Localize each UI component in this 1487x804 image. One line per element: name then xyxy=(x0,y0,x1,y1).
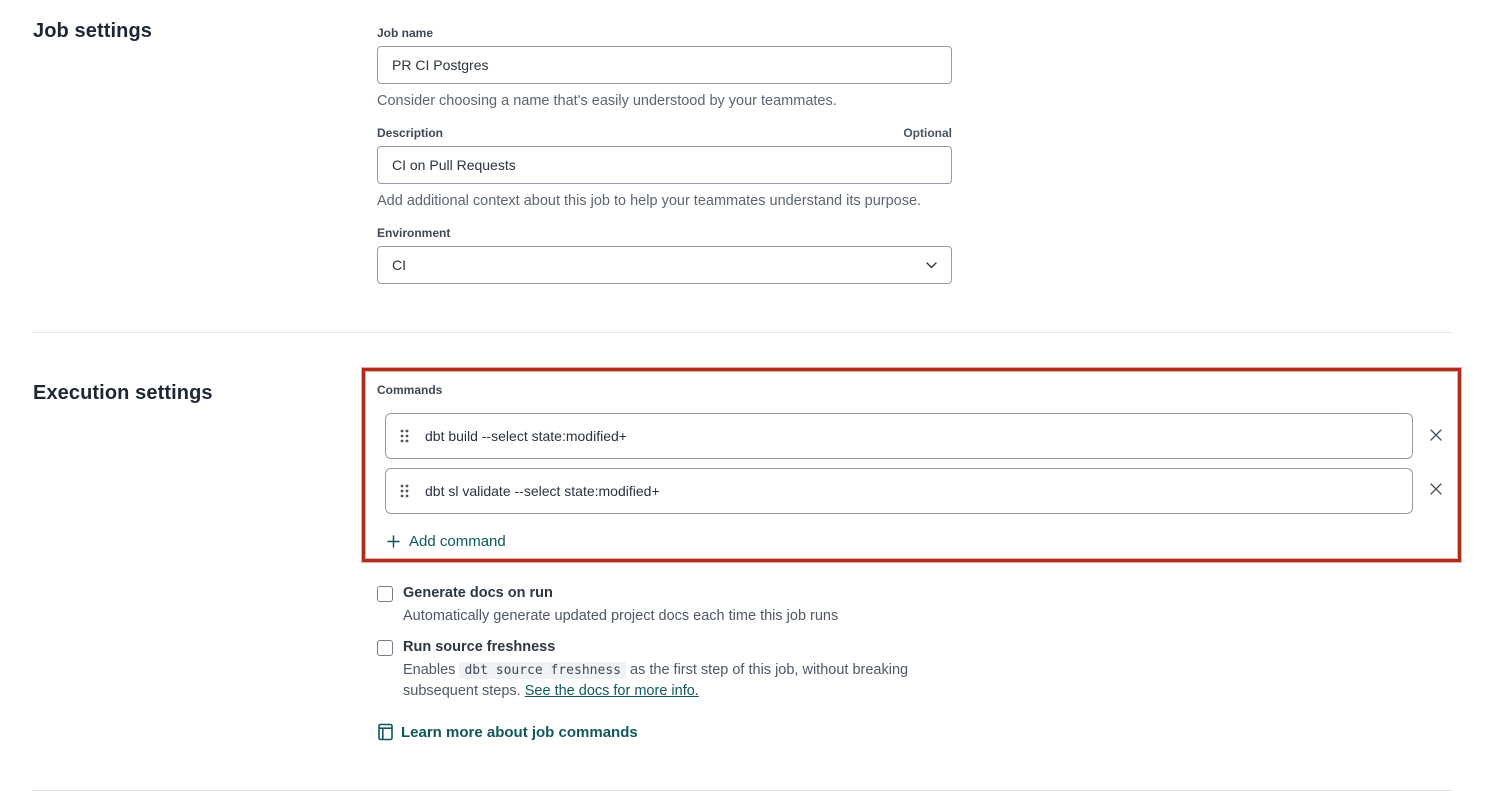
freshness-help-suffix: as the first step of this job, without breaking subsequent steps. xyxy=(403,662,909,699)
learn-more-label: Learn more about job commands xyxy=(401,723,638,741)
command-input[interactable] xyxy=(425,428,1398,444)
description-help: Add additional context about this job to help your teammates understand its purpose. xyxy=(377,193,922,209)
job-name-label: Job name xyxy=(377,26,434,40)
command-row xyxy=(385,413,1413,459)
commands-label: Commands xyxy=(377,383,443,397)
drag-handle-icon[interactable] xyxy=(400,484,409,498)
add-command-button[interactable] xyxy=(387,533,506,550)
description-optional-badge: Optional xyxy=(903,126,952,140)
learn-more-link[interactable] xyxy=(378,723,638,741)
book-icon xyxy=(378,723,393,741)
section-divider xyxy=(32,332,1452,333)
environment-select[interactable] xyxy=(377,246,952,284)
run-source-freshness-checkbox[interactable] xyxy=(377,640,393,656)
chevron-down-icon xyxy=(926,262,937,269)
drag-handle-icon[interactable] xyxy=(400,429,409,443)
remove-command-button[interactable] xyxy=(1424,423,1448,447)
job-name-input[interactable] xyxy=(377,46,952,84)
generate-docs-help: Automatically generate updated project docs each time this job runs xyxy=(403,608,839,624)
generate-docs-checkbox[interactable] xyxy=(377,586,393,602)
x-close-icon xyxy=(1429,482,1443,496)
command-input[interactable] xyxy=(425,483,1398,499)
plus-icon xyxy=(387,535,400,548)
commands-highlight-box xyxy=(362,368,1461,562)
remove-command-button[interactable] xyxy=(1424,477,1448,501)
see-docs-link[interactable]: See the docs for more info. xyxy=(524,683,699,699)
run-source-freshness-help xyxy=(403,660,948,701)
description-input[interactable] xyxy=(377,146,952,184)
environment-label: Environment xyxy=(377,226,451,240)
job-settings-heading: Job settings xyxy=(33,20,152,42)
job-name-help: Consider choosing a name that's easily understood by your teammates. xyxy=(377,93,837,109)
command-row xyxy=(385,468,1413,514)
add-command-label: Add command xyxy=(409,533,506,550)
bottom-divider xyxy=(32,790,1452,791)
run-source-freshness-label[interactable]: Run source freshness xyxy=(403,639,556,655)
x-close-icon xyxy=(1429,428,1443,442)
freshness-code-snippet: dbt source freshness xyxy=(459,662,626,679)
environment-selected-value: CI xyxy=(392,257,406,273)
execution-settings-heading: Execution settings xyxy=(33,382,213,404)
generate-docs-label[interactable]: Generate docs on run xyxy=(403,585,553,601)
freshness-help-prefix: Enables xyxy=(403,662,460,678)
description-label: Description xyxy=(377,126,444,140)
